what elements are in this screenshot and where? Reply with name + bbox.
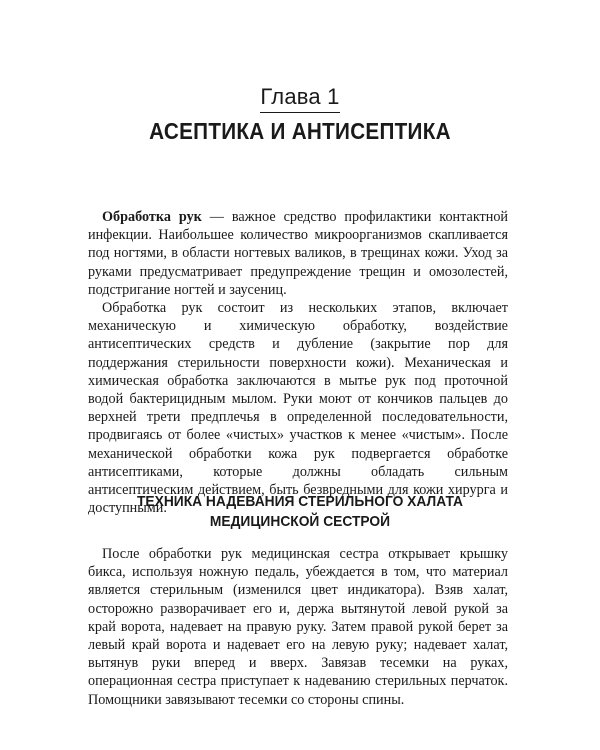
section-heading: [24, 492, 576, 532]
section-text: [88, 545, 508, 709]
intro-text: [88, 208, 508, 517]
chapter-underline: [260, 112, 340, 113]
lead-rest: — важное средство профилактики контактной инфекции. Наибольшее количество микроорганизмов скапливается под ногтями, в области ногтевых валиков, в трещинах кожи. Уход за руками предусматривает предупреждение трещин и омозолестей, подстригание ногтей и заусениц.: [88, 209, 509, 298]
chapter-title: АСЕПТИКА И АНТИСЕПТИКА: [149, 118, 451, 144]
chapter-number: Глава 1: [260, 84, 340, 109]
lead-term: Обработка рук: [102, 209, 202, 225]
section-heading-line-1: ТЕХНИКА НАДЕВАНИЯ СТЕРИЛЬНОГО ХАЛАТА: [136, 493, 464, 510]
section-paragraph-1: После обработки рук медицинская сестра открывает крышку бикса, используя ножную педаль, убеждается в том, что материал является стерильным (изменился цвет индикатора). Взяв халат, осторожно разворачивает его и, держа вытянутой левой рукой за край ворота, надевает на правую руку. Затем правой рукой берет за левый край ворота и надевает его на левую руку; надевает халат, вытянув руки вперед и вверх. Завязав тесемки на руках, операционная сестра приступает к надеванию стерильных перчаток. Помощники завязывают тесемки со стороны спины.: [88, 546, 508, 708]
section-heading-line-2: МЕДИЦИНСКОЙ СЕСТРОЙ: [209, 513, 391, 530]
intro-paragraph-1: [88, 208, 508, 299]
intro-paragraph-2: Обработка рук состоит из нескольких этапов, включает механическую и химическую обработку, воздействие антисептических средств и дубление (закрытие пор для поддержания стерильности поверхности кожи). Механическая и химическая обработка заключаются в мытье рук под проточной водой бактерицидным мылом. Руки моют от кончиков пальцев до верхней трети предплечья в определенной последовательности, продвигаясь от более «чистых» участков к менее «чистым». После механической обработки кожа рук подвергается обработке антисептиками, которые должны обладать сильным антисептическим действием, быть безвредными для кожи хирурга и доступными.: [88, 300, 508, 517]
